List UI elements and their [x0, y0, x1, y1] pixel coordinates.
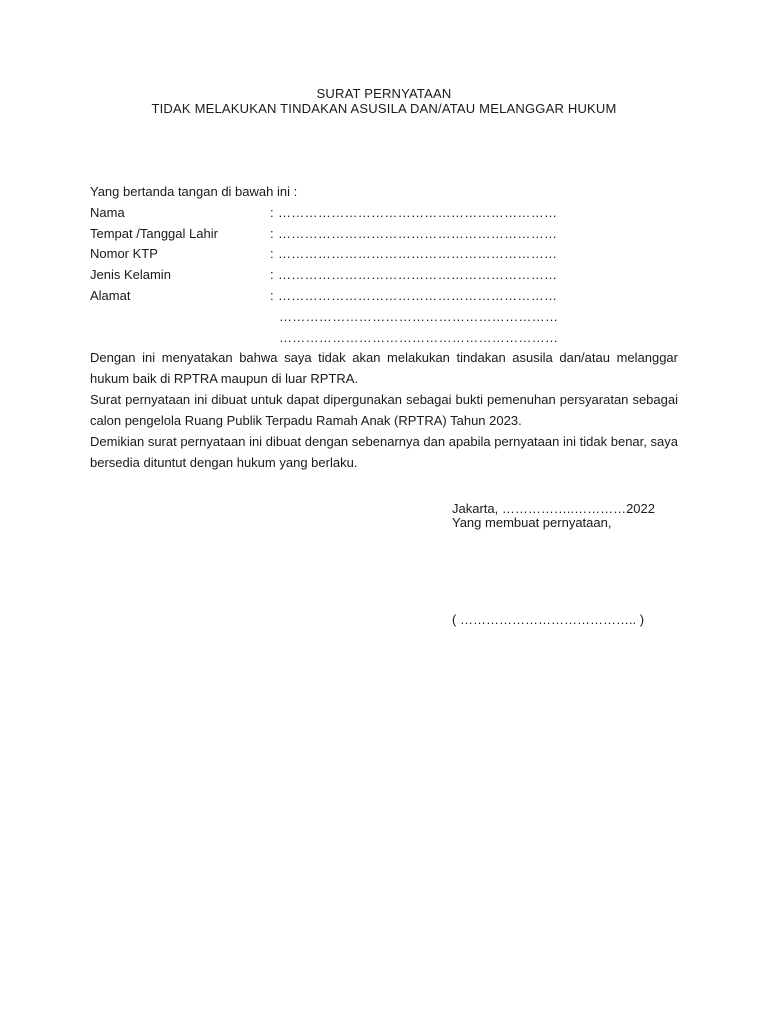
address-continuation-line: ……………………………………………………… — [279, 309, 559, 324]
place-date-line: Jakarta, ……………..…………2022 — [452, 501, 655, 516]
document-subtitle: TIDAK MELAKUKAN TINDAKAN ASUSILA DAN/ATAU MELANGGAR HUKUM — [151, 101, 617, 116]
field-colon: : — [270, 267, 274, 282]
field-label: Nama — [90, 205, 125, 220]
fill-in-dots: ……………………………………………………… — [278, 288, 558, 303]
fill-in-dots: ……………………………………………………… — [278, 246, 558, 261]
fill-in-dots: ……………………………………………………… — [278, 267, 558, 282]
fill-in-dots: ……………………………………………………… — [278, 205, 558, 220]
signature-name-line: ( ………………………………….. ) — [452, 612, 645, 627]
field-nomor-ktp — [90, 245, 690, 265]
field-tempat-tanggal-lahir — [90, 225, 690, 245]
address-continuation-line: ……………………………………………………… — [279, 330, 559, 345]
document-title: SURAT PERNYATAAN — [316, 86, 452, 101]
field-colon: : — [270, 246, 274, 261]
field-alamat — [90, 287, 690, 307]
field-label: Nomor KTP — [90, 246, 158, 261]
fill-in-dots: ……………………………………………………… — [278, 226, 558, 241]
signatory-label: Yang membuat pernyataan, — [452, 515, 612, 530]
field-colon: : — [270, 205, 274, 220]
field-colon: : — [270, 226, 274, 241]
closing-paragraph: Demikian surat pernyataan ini dibuat dengan sebenarnya dan apabila pernyataan ini tidak benar, saya bersedia dituntut dengan hukum yang berlaku. — [90, 434, 678, 470]
field-label: Tempat /Tanggal Lahir — [90, 226, 218, 241]
field-label: Alamat — [90, 288, 131, 303]
field-nama — [90, 204, 690, 224]
field-colon: : — [270, 288, 274, 303]
field-label: Jenis Kelamin — [90, 267, 171, 282]
statement-paragraph: Dengan ini menyatakan bahwa saya tidak akan melakukan tindakan asusila dan/atau melanggar hukum baik di RPTRA maupun di luar RPTRA. — [90, 350, 678, 386]
field-jenis-kelamin — [90, 266, 690, 286]
purpose-paragraph: Surat pernyataan ini dibuat untuk dapat dipergunakan sebagai bukti pemenuhan persyaratan sebagai calon pengelola Ruang Publik Terpadu Ramah Anak (RPTRA) Tahun 2023. — [90, 392, 678, 428]
intro-text: Yang bertanda tangan di bawah ini : — [90, 184, 298, 199]
